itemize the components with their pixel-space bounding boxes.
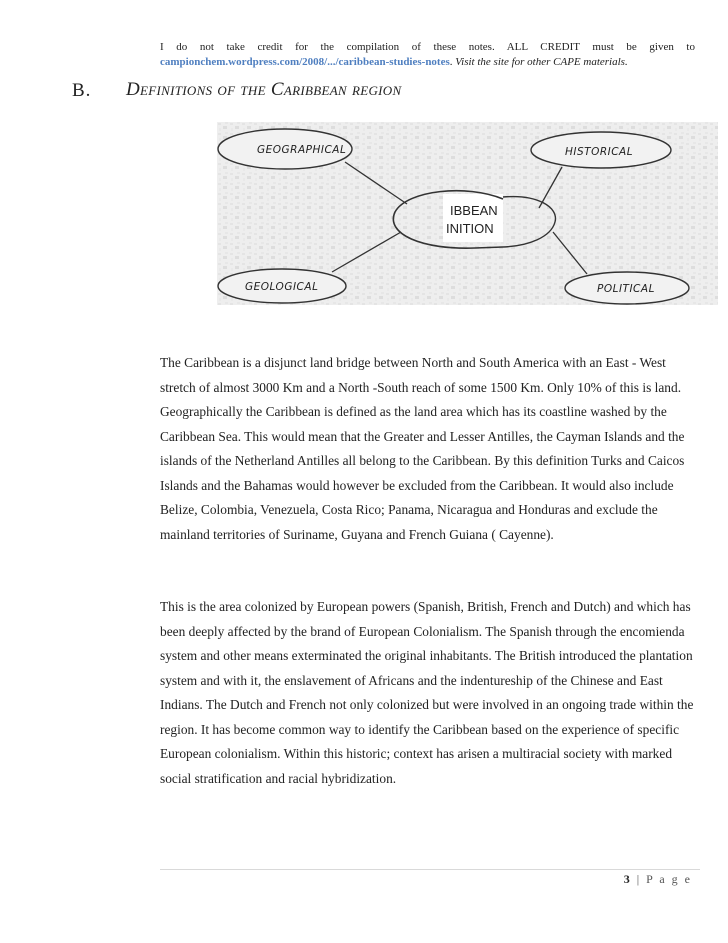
page-label: P a g e <box>646 872 692 886</box>
label-political: POLITICAL <box>597 283 655 295</box>
source-link[interactable]: campionchem.wordpress.com/2008/.../caribbean-studies-notes <box>160 56 450 68</box>
label-historical: HISTORICAL <box>565 146 634 158</box>
credit-line-2 <box>160 55 695 70</box>
definitions-diagram <box>217 122 718 305</box>
credit-line-1: I do not take credit for the compilation of these notes. ALL CREDIT must be given to <box>160 41 695 53</box>
center-label-line-2: INITION <box>446 221 494 236</box>
visit-text: Visit the site for other CAPE materials. <box>455 56 628 68</box>
credit-note <box>160 40 695 70</box>
section-letter: B. <box>72 80 92 101</box>
center-label-line-1: IBBEAN <box>450 203 498 218</box>
label-geographical: GEOGRAPHICAL <box>257 144 347 156</box>
page-separator: | <box>631 872 647 886</box>
page-footer <box>624 872 692 887</box>
label-geological: GEOLOGICAL <box>245 281 319 293</box>
footer-divider <box>160 869 700 870</box>
paragraph-geographical: The Caribbean is a disjunct land bridge between North and South America with an East - West stretch of almost 3000 Km and a North -South reach of some 1500 Km. Only 10% of this is land. Geographically the Caribbean is defined as the land area which has its coastline washed by the Caribbean Sea. This would mean that the Greater and Lesser Antilles, the Cayman Islands and the islands of the Netherland Antilles all belong to the Caribbean. By this definition Turks and Caicos Islands and the Bahamas would however be excluded from the Caribbean. It would also include Belize, Colombia, Venezuela, Costa Rico; Panama, Nicaragua and Honduras and exclude the mainland territories of Suriname, Guyana and French Guiana ( Cayenne). <box>160 355 685 542</box>
link-suffix: . <box>449 56 456 68</box>
paragraph-historical: This is the area colonized by European powers (Spanish, British, French and Dutch) and which has been deeply affected by the brand of European Colonialism. The Spanish through the encomienda system and other means exterminated the original inhabitants. The British introduced the plantation system and with it, the enslavement of Africans and the indentureship of the Chinese and East Indians. The Dutch and French not only colonized but were involved in an ongoing trade within the region. It has become common way to identify the Caribbean based on the experience of specific European colonialism. Within this historic; context has arisen a multiracial society with marked social stratification and racial hybridization. <box>160 599 694 786</box>
page-number: 3 <box>623 872 632 886</box>
section-title: Definitions of the Caribbean region <box>126 79 402 100</box>
